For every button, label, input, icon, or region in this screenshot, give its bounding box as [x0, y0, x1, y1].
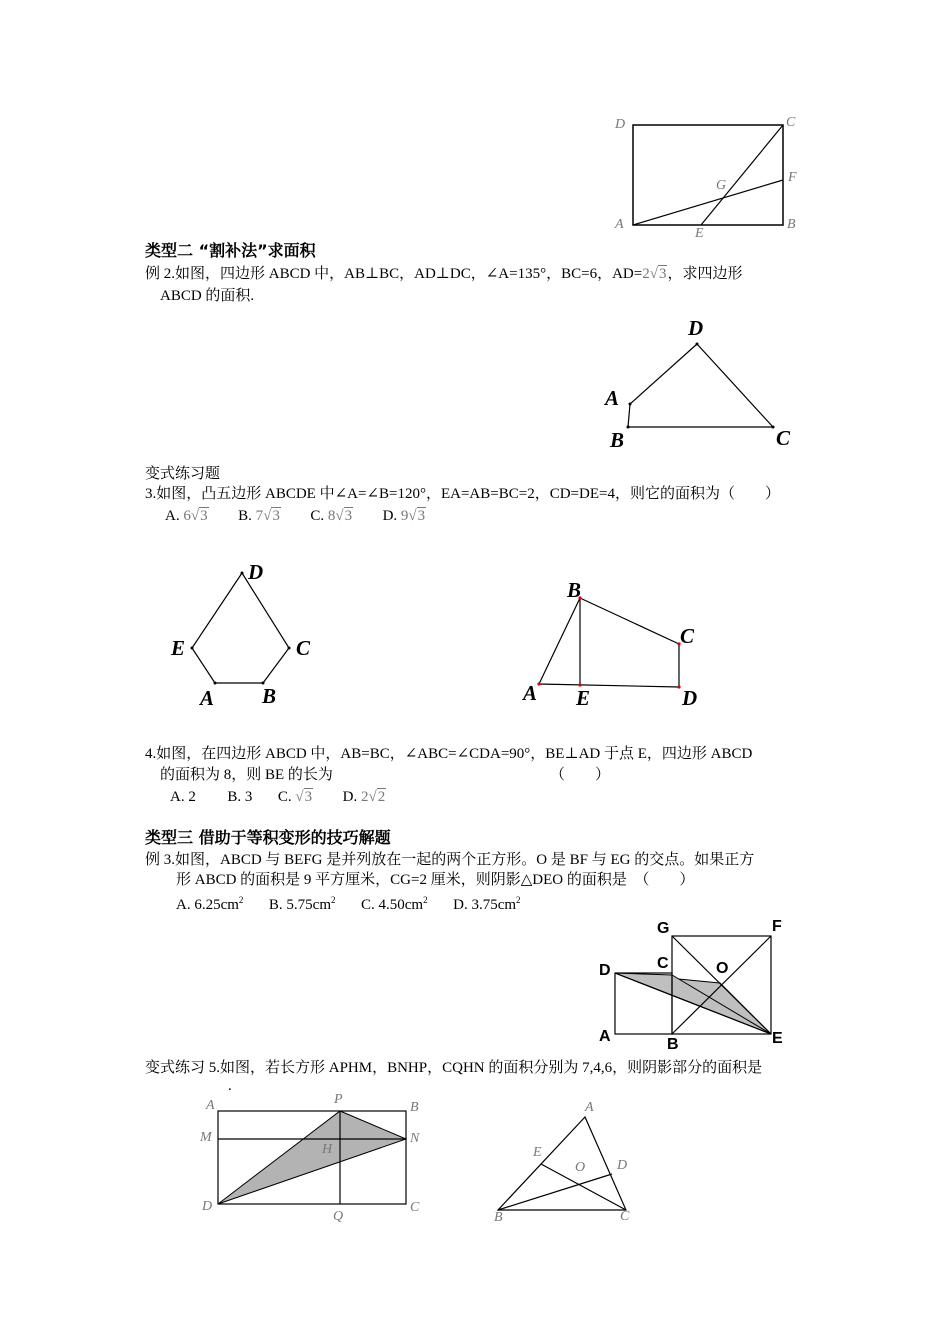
ex3-option-c: C. $4.50cm^2$ [361, 895, 428, 913]
fig5-label-f: F [772, 918, 782, 935]
fig3-label-d: D [248, 560, 264, 584]
fig7-label-a: A [585, 1100, 594, 1115]
fig1-label-c: C [786, 115, 796, 130]
type2-heading: 类型二 “割补法”求面积 [145, 241, 316, 260]
fig2-label-d: D [688, 316, 704, 340]
fig2-label-c: C [776, 426, 791, 450]
fig6-label-q: Q [333, 1209, 344, 1224]
fig1-label-d: D [615, 117, 626, 132]
fig4-label-a: A [523, 681, 538, 705]
question4-options [170, 787, 386, 807]
fig6-label-h: H [322, 1142, 333, 1157]
fig2-label-b: B [610, 428, 625, 452]
question3-options [165, 506, 426, 526]
figure-rectangle-abcd [605, 110, 805, 245]
fig7-label-b: B [494, 1210, 503, 1225]
fig6-label-a: A [206, 1098, 215, 1113]
figure-two-squares [600, 925, 785, 1040]
fig3-label-e: E [171, 636, 186, 660]
fig3-label-b: B [262, 684, 277, 708]
figure-quadrilateral-abcd [620, 338, 790, 438]
question4-text-line1: 4.如图，在四边形 ABCD 中，AB=BC，∠ABC=∠CDA=90°，BE⊥AD 于点 E，四边形 ABCD [145, 746, 753, 762]
q3-option-b: B. 7√3 [238, 508, 280, 524]
fig7-label-c: C [620, 1209, 630, 1224]
fig1-label-f: F [788, 170, 797, 185]
fig2-label-a: A [605, 386, 620, 410]
fig1-label-e: E [695, 226, 704, 241]
question3-text: 3.如图，凸五边形 ABCDE 中∠A=∠B=120°，EA=AB=BC=2，CD=DE=4，则它的面积为（ ） [145, 486, 780, 502]
q3-option-c: C. 8√3 [310, 508, 353, 524]
example3-text-line1: 例 3.如图，ABCD 与 BEFG 是并列放在一起的两个正方形。O 是 BF 与 EG 的交点。如果正方 [145, 852, 755, 868]
fig6-label-c: C [410, 1200, 420, 1215]
fig5-label-b: B [667, 1036, 679, 1053]
practice5-text: 变式练习 5.如图，若长方形 APHM，BNHP，CQHN 的面积分别为 7,4,6，则阴影部分的面积是 [145, 1060, 763, 1076]
fig4-label-b: B [567, 578, 582, 602]
fig7-label-d: D [617, 1158, 628, 1173]
figure-quadrilateral-abcd-be [530, 590, 690, 695]
example2-text-line1: 例 2.如图，四边形 ABCD 中，AB⊥BC，AD⊥DC，∠A=135°，BC=6，AD=2√3，求四边形 [145, 266, 743, 282]
fig1-label-g: G [716, 178, 727, 193]
fig5-label-e: E [772, 1030, 783, 1047]
example2-text-line2: ABCD 的面积. [160, 288, 255, 304]
fig1-label-b: B [787, 217, 796, 232]
example3-options [176, 890, 521, 915]
q3-option-d: D. 9√3 [382, 508, 426, 524]
fig5-label-d: D [599, 962, 611, 979]
fig5-label-g: G [657, 920, 670, 937]
fig1-label-a: A [615, 217, 624, 232]
practice-title: 变式练习题 [145, 466, 221, 482]
practice5-blank: . [228, 1078, 232, 1094]
figure-rectangle-shaded [210, 1100, 420, 1215]
fig3-label-c: C [296, 636, 311, 660]
fig7-label-o: O [575, 1160, 586, 1175]
fig5-label-o: O [716, 960, 729, 977]
q4-option-b: B. 3 [227, 789, 253, 805]
ex3-option-b: B. $5.75cm^2$ [268, 895, 336, 913]
fig5-label-c: C [657, 955, 669, 972]
fig5-label-a: A [599, 1028, 611, 1045]
fig6-label-m: M [200, 1130, 212, 1145]
figure-pentagon-abcde [185, 565, 295, 690]
example3-text-line2: 形 ABCD 的面积是 9 平方厘米，CG=2 厘米，则阴影△DEO 的面积是 （ ） [176, 872, 695, 888]
q3-option-a: A. 6√3 [165, 508, 208, 524]
ex3-option-a: A. $6.25cm^2$ [176, 895, 244, 913]
question4-text-line2: 的面积为 8，则 BE 的长为 [160, 767, 333, 783]
q4-option-a: A. 2 [170, 789, 196, 805]
fig6-label-d: D [202, 1199, 213, 1214]
type3-heading: 类型三 借助于等积变形的技巧解题 [145, 828, 391, 847]
fig6-label-n: N [410, 1131, 420, 1146]
fig4-label-d: D [682, 686, 698, 710]
fig4-label-c: C [680, 624, 695, 648]
q4-option-d: D. 2√2 [342, 789, 386, 805]
fig7-label-e: E [533, 1145, 542, 1160]
fig6-label-b: B [410, 1100, 419, 1115]
q4-option-c: C. √3 [277, 789, 313, 805]
question4-answer-paren: （ ） [550, 767, 611, 783]
ex3-option-d: D. $3.75cm^2$ [453, 895, 521, 913]
fig3-label-a: A [200, 686, 215, 710]
fig6-label-p: P [334, 1092, 343, 1107]
fig4-label-e: E [576, 686, 591, 710]
